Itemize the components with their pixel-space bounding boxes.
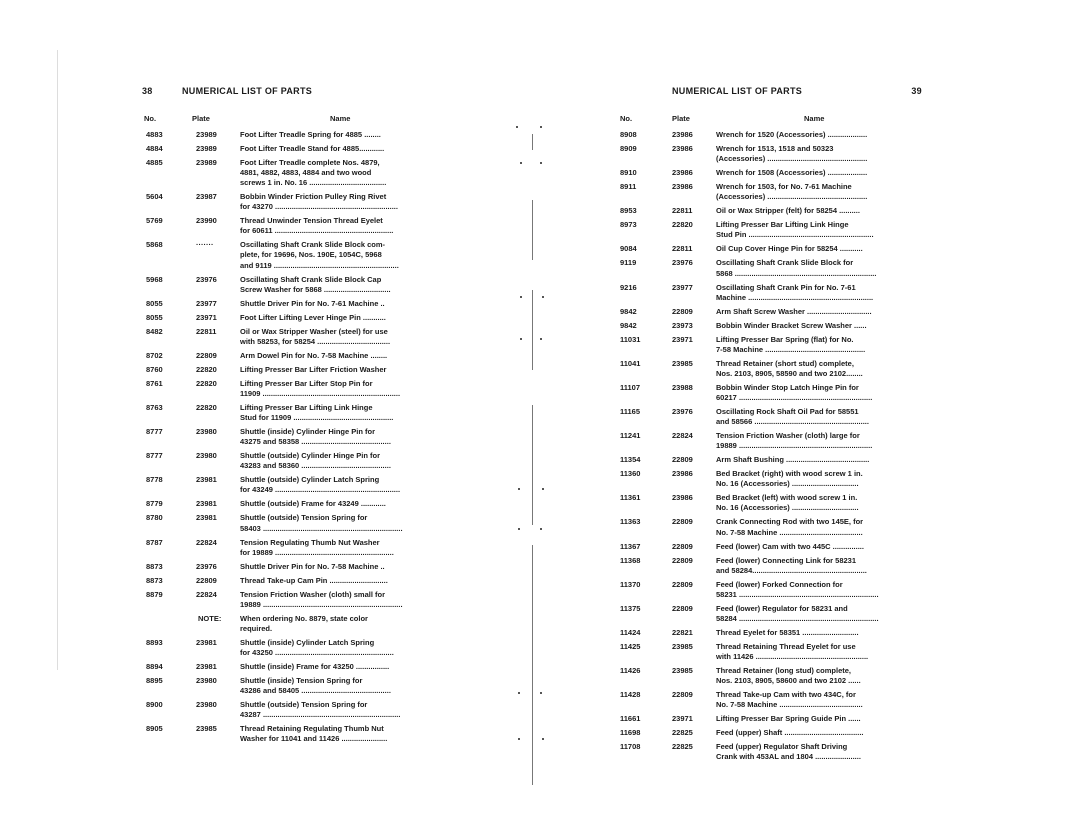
part-plate: 22809 xyxy=(672,541,693,551)
part-name: Shuttle (outside) Cylinder Hinge Pin for 43283 and 58360 ........................................... xyxy=(240,451,391,471)
row-spacer xyxy=(142,744,454,748)
part-name: Thread Take-up Cam with two 434C, for No. 7-58 Machine ........................................ xyxy=(716,690,863,710)
part-plate: 22809 xyxy=(196,575,217,585)
part-name: Shuttle Driver Pin for No. 7-58 Machine .. xyxy=(240,561,385,571)
part-no: 5868 xyxy=(146,240,163,250)
part-name: Lifting Presser Bar Spring Guide Pin ...... xyxy=(716,714,861,724)
part-plate: 22820 xyxy=(196,378,217,388)
part-no: 11361 xyxy=(620,493,641,503)
part-no: 8763 xyxy=(146,403,163,413)
part-no: 8873 xyxy=(146,575,163,585)
binding-dot xyxy=(520,296,522,298)
part-name: Feed (lower) Forked Connection for 58231 ................................................................... xyxy=(716,579,879,599)
part-name: Shuttle (inside) Cylinder Hinge Pin for 43275 and 58358 ........................................... xyxy=(240,427,391,447)
part-row xyxy=(142,475,454,495)
part-row xyxy=(620,130,922,140)
row-spacer xyxy=(620,762,922,766)
part-no: 9216 xyxy=(620,282,637,292)
part-name: Lifting Presser Bar Lifter Stop Pin for 11909 .................................................................. xyxy=(240,378,401,398)
part-name: Foot Lifter Treadle Stand for 4885............ xyxy=(240,144,385,154)
binding-dot xyxy=(520,162,522,164)
part-row xyxy=(620,493,922,513)
part-no: 11370 xyxy=(620,579,641,589)
part-name: Thread Unwinder Tension Thread Eyelet for 60611 ......................................................... xyxy=(240,216,394,236)
part-name: Thread Retainer (long stud) complete, Nos. 2103, 8905, 58600 and two 2102 ...... xyxy=(716,666,861,686)
part-row xyxy=(142,327,454,347)
part-no: 8761 xyxy=(146,378,163,388)
part-row xyxy=(620,244,922,254)
part-no: 8908 xyxy=(620,130,637,139)
part-row xyxy=(142,451,454,471)
part-plate: 23973 xyxy=(672,320,693,330)
part-name: Thread Retaining Thread Eyelet for use with 11426 ...................................................... xyxy=(716,641,869,661)
part-name: Thread Retaining Regulating Thumb Nut Washer for 11041 and 11426 ...................... xyxy=(240,724,388,744)
part-plate: 23971 xyxy=(672,714,693,724)
right-page-title: NUMERICAL LIST OF PARTS xyxy=(672,86,803,96)
part-row xyxy=(142,379,454,399)
binding-mark xyxy=(532,545,533,785)
part-no: 8879 xyxy=(146,589,163,599)
part-plate: 23988 xyxy=(672,382,693,392)
part-plate: 22809 xyxy=(672,690,693,700)
part-plate: 22809 xyxy=(672,517,693,527)
right-parts-list xyxy=(620,130,922,766)
part-plate: 23981 xyxy=(196,513,217,523)
part-plate: 23986 xyxy=(672,493,693,503)
col-name-header: Name xyxy=(330,114,351,123)
part-plate: 23986 xyxy=(672,469,693,479)
part-no: 11424 xyxy=(620,627,641,637)
part-row xyxy=(620,220,922,240)
part-plate: 22821 xyxy=(672,627,693,637)
part-no: 11698 xyxy=(620,728,641,738)
binding-dot xyxy=(516,126,518,128)
part-no: 8909 xyxy=(620,144,637,154)
part-row xyxy=(142,130,454,140)
part-plate: 23985 xyxy=(672,358,693,368)
part-no: 11661 xyxy=(620,714,641,724)
part-plate: 22809 xyxy=(672,555,693,565)
part-name: Thread Eyelet for 58351 ........................... xyxy=(716,627,859,637)
part-row xyxy=(142,562,454,572)
part-plate: 23977 xyxy=(196,298,217,308)
part-no: 4883 xyxy=(146,130,163,139)
part-plate: 23985 xyxy=(672,666,693,676)
part-plate: 23976 xyxy=(672,407,693,417)
right-page-header xyxy=(620,82,922,100)
part-name: Feed (upper) Regulator Shaft Driving Crank with 453AL and 1804 ...................... xyxy=(716,742,861,762)
part-row xyxy=(620,556,922,576)
part-row xyxy=(620,714,922,724)
part-row xyxy=(620,335,922,355)
part-plate: 23981 xyxy=(196,662,217,672)
part-row xyxy=(142,158,454,188)
part-no: 4884 xyxy=(146,144,163,154)
part-row xyxy=(142,144,454,154)
part-no: 8894 xyxy=(146,662,163,672)
part-plate: 22824 xyxy=(196,589,217,599)
part-row xyxy=(620,206,922,216)
part-name: Tension Friction Washer (cloth) small for 19889 ................................................................... xyxy=(240,589,403,609)
col-name-header: Name xyxy=(804,114,825,123)
part-plate: NOTE: xyxy=(198,613,222,623)
part-name: Oscillating Shaft Crank Slide Block com- plete, for 19696, Nos. 190E, 1054C, 5968 and 9119 ............................................................ xyxy=(240,240,399,270)
right-page xyxy=(620,82,922,766)
part-plate: 23985 xyxy=(672,641,693,651)
part-name: Shuttle (outside) Cylinder Latch Spring for 43249 ............................................................ xyxy=(240,475,401,495)
right-page-number: 39 xyxy=(911,86,922,96)
part-row xyxy=(142,313,454,323)
part-plate: 23980 xyxy=(196,700,217,710)
part-no: 11367 xyxy=(620,541,641,551)
part-plate: 23986 xyxy=(672,144,693,154)
part-no: 8873 xyxy=(146,561,163,571)
part-no: 11031 xyxy=(620,334,641,344)
part-plate: 23986 xyxy=(672,182,693,192)
part-row xyxy=(620,666,922,686)
part-plate: 23980 xyxy=(196,451,217,461)
note-row xyxy=(142,614,454,634)
part-no: 8900 xyxy=(146,700,163,710)
part-row xyxy=(620,168,922,178)
part-no: 11375 xyxy=(620,603,641,613)
part-name: Arm Shaft Screw Washer ............................... xyxy=(716,306,872,316)
left-parts-list xyxy=(142,130,454,748)
part-no: 11425 xyxy=(620,641,641,651)
binding-dot xyxy=(540,338,542,340)
part-no: 8702 xyxy=(146,350,163,360)
part-no: 11354 xyxy=(620,455,641,465)
part-plate: 23989 xyxy=(196,158,217,168)
part-row xyxy=(142,351,454,361)
part-row xyxy=(620,542,922,552)
binding-dot xyxy=(542,738,544,740)
part-row xyxy=(142,365,454,375)
part-plate: 23981 xyxy=(196,499,217,509)
part-no: 4885 xyxy=(146,158,163,168)
binding-dot xyxy=(518,488,520,490)
part-plate: 23985 xyxy=(196,724,217,734)
part-row xyxy=(620,359,922,379)
part-name: When ordering No. 8879, state color required. xyxy=(240,613,368,633)
part-row xyxy=(620,642,922,662)
part-no: 11241 xyxy=(620,431,641,441)
part-no: 8895 xyxy=(146,676,163,686)
part-name: Arm Shaft Bushing ........................................ xyxy=(716,455,870,465)
part-name: Bobbin Winder Friction Pulley Ring Rivet for 43270 ........................................................... xyxy=(240,192,398,212)
part-name: Crank Connecting Rod with two 145E, for No. 7-58 Machine ........................................ xyxy=(716,517,864,537)
part-row xyxy=(620,604,922,624)
part-no: 8905 xyxy=(146,724,163,734)
part-plate: 23980 xyxy=(196,676,217,686)
part-no: 11426 xyxy=(620,666,641,676)
part-name: Bobbin Winder Bracket Screw Washer ...... xyxy=(716,320,867,330)
part-row xyxy=(620,407,922,427)
part-row xyxy=(620,258,922,278)
part-row xyxy=(620,383,922,403)
part-plate: 23990 xyxy=(196,216,217,226)
left-page-header xyxy=(142,82,454,100)
part-row xyxy=(142,662,454,672)
binding-mark xyxy=(532,134,533,150)
part-name: Oscillating Shaft Crank Slide Block for 5868 .................................................................... xyxy=(716,258,877,278)
part-name: Thread Retainer (short stud) complete, Nos. 2103, 8905, 58590 and two 2102........ xyxy=(716,358,863,378)
part-name: Shuttle (inside) Frame for 43250 ................ xyxy=(240,662,390,672)
binding-dot xyxy=(518,528,520,530)
part-plate: 23976 xyxy=(196,561,217,571)
part-plate: 22825 xyxy=(672,728,693,738)
part-row xyxy=(620,455,922,465)
binding-dot xyxy=(540,162,542,164)
page-edge-shadow xyxy=(57,50,58,670)
part-row xyxy=(620,517,922,537)
part-plate: 22824 xyxy=(196,537,217,547)
part-plate: 23986 xyxy=(672,168,693,178)
part-row xyxy=(142,676,454,696)
binding-dot xyxy=(518,738,520,740)
part-name: Shuttle (inside) Cylinder Latch Spring for 43250 ......................................................... xyxy=(240,637,394,657)
part-row xyxy=(142,576,454,586)
part-name: Lifting Presser Bar Lifter Friction Washer xyxy=(240,364,387,374)
part-row xyxy=(620,144,922,164)
part-plate: 22825 xyxy=(672,742,693,752)
part-name: Oil or Wax Stripper Washer (steel) for use with 58253, for 58254 ................................... xyxy=(240,326,391,346)
part-plate: 22811 xyxy=(196,326,217,336)
part-row xyxy=(620,431,922,451)
part-no: 8787 xyxy=(146,537,163,547)
part-row xyxy=(142,240,454,270)
part-row xyxy=(620,321,922,331)
part-plate: 22809 xyxy=(672,603,693,613)
part-row xyxy=(142,499,454,509)
part-row xyxy=(142,638,454,658)
part-row xyxy=(620,283,922,303)
part-plate: 23986 xyxy=(672,130,693,139)
part-no: 11368 xyxy=(620,555,641,565)
part-plate: 23989 xyxy=(196,130,217,139)
part-plate: 22809 xyxy=(672,306,693,316)
part-no: 11708 xyxy=(620,742,641,752)
part-name: Arm Dowel Pin for No. 7-58 Machine ........ xyxy=(240,350,388,360)
part-no: 8482 xyxy=(146,326,163,336)
part-plate: 23976 xyxy=(196,274,217,284)
part-name: Wrench for 1503, for No. 7-61 Machine (Accessories) ................................................ xyxy=(716,182,868,202)
left-page-number: 38 xyxy=(142,86,153,96)
part-no: 8910 xyxy=(620,168,637,178)
part-no: 8055 xyxy=(146,298,163,308)
left-page-title: NUMERICAL LIST OF PARTS xyxy=(182,86,313,96)
part-name: Oscillating Shaft Crank Slide Block Cap Screw Washer for 5868 ................................ xyxy=(240,274,391,294)
part-plate: 23980 xyxy=(196,427,217,437)
part-no: 8911 xyxy=(620,182,637,192)
part-no: 11165 xyxy=(620,407,641,417)
part-name: Foot Lifter Treadle Spring for 4885 ........ xyxy=(240,130,381,139)
part-row xyxy=(142,427,454,447)
part-plate: 22820 xyxy=(196,364,217,374)
part-plate: 22824 xyxy=(672,431,693,441)
part-no: 8777 xyxy=(146,451,163,461)
part-plate: 23989 xyxy=(196,144,217,154)
part-row xyxy=(142,724,454,744)
col-no-header: No. xyxy=(620,114,633,123)
part-name: Bed Bracket (right) with wood screw 1 in. No. 16 (Accessories) ................................ xyxy=(716,469,863,489)
part-no: 11363 xyxy=(620,517,641,527)
part-row xyxy=(620,742,922,762)
part-row xyxy=(142,299,454,309)
part-plate: 23976 xyxy=(672,258,693,268)
part-name: Tension Friction Washer (cloth) large for 19889 ................................................................ xyxy=(716,431,873,451)
part-name: Oil or Wax Stripper (felt) for 58254 .......... xyxy=(716,206,860,216)
part-name: Foot Lifter Lifting Lever Hinge Pin ........... xyxy=(240,312,386,322)
binding-dot xyxy=(520,338,522,340)
part-plate: 22820 xyxy=(196,403,217,413)
part-name: Feed (lower) Regulator for 58231 and 58284 ................................................................... xyxy=(716,603,879,623)
part-row xyxy=(620,469,922,489)
binding-dot xyxy=(518,692,520,694)
part-name: Feed (lower) Connecting Link for 58231 and 58284....................................................... xyxy=(716,555,867,575)
part-no: 9842 xyxy=(620,320,637,330)
part-name: Shuttle (outside) Tension Spring for 58403 ................................................................... xyxy=(240,513,403,533)
part-no: 8953 xyxy=(620,206,637,216)
part-name: Oscillating Rock Shaft Oil Pad for 58551 and 58566 ....................................................... xyxy=(716,407,869,427)
part-plate: 23981 xyxy=(196,637,217,647)
part-row xyxy=(142,700,454,720)
part-row xyxy=(142,538,454,558)
part-no: 11360 xyxy=(620,469,641,479)
part-row xyxy=(142,513,454,533)
part-name: Oscillating Shaft Crank Pin for No. 7-61 Machine ............................................................ xyxy=(716,282,874,302)
part-no: 8777 xyxy=(146,427,163,437)
part-plate: 22809 xyxy=(196,350,217,360)
part-name: Oil Cup Cover Hinge Pin for 58254 ........... xyxy=(716,244,863,254)
part-plate: 23971 xyxy=(672,334,693,344)
part-no: 8055 xyxy=(146,312,163,322)
part-no: 11041 xyxy=(620,358,641,368)
part-plate: 22811 xyxy=(672,244,693,254)
part-no: 8893 xyxy=(146,637,163,647)
part-no: 9084 xyxy=(620,244,637,254)
part-name: Tension Regulating Thumb Nut Washer for 19889 ......................................................... xyxy=(240,537,394,557)
right-column-headers xyxy=(620,100,922,130)
part-name: Feed (lower) Cam with two 445C ............... xyxy=(716,541,864,551)
part-plate: 23987 xyxy=(196,192,217,202)
part-name: Lifting Presser Bar Lifting Link Hinge Stud Pin ............................................................ xyxy=(716,220,874,240)
part-plate: ······· xyxy=(196,240,214,250)
part-name: Shuttle (outside) Tension Spring for 43287 .................................................................. xyxy=(240,700,401,720)
part-name: Lifting Presser Bar Lifting Link Hinge Stud for 11909 ................................................ xyxy=(240,403,394,423)
part-no: 11107 xyxy=(620,382,641,392)
binding-mark xyxy=(532,405,533,525)
binding-dot xyxy=(540,692,542,694)
part-no: 5604 xyxy=(146,192,163,202)
part-name: Shuttle (inside) Tension Spring for 43286 and 58405 ........................................... xyxy=(240,676,391,696)
part-no: 11428 xyxy=(620,690,641,700)
part-name: Lifting Presser Bar Spring (flat) for No. 7-58 Machine ................................................ xyxy=(716,334,866,354)
part-row xyxy=(142,590,454,610)
col-no-header: No. xyxy=(144,114,157,123)
part-name: Bed Bracket (left) with wood screw 1 in. No. 16 (Accessories) ................................ xyxy=(716,493,859,513)
part-no: 9842 xyxy=(620,306,637,316)
left-column-headers xyxy=(142,100,454,130)
part-plate: 22809 xyxy=(672,579,693,589)
part-row xyxy=(620,182,922,202)
part-name: Wrench for 1513, 1518 and 50323 (Accessories) ................................................ xyxy=(716,144,868,164)
col-plate-header: Plate xyxy=(192,114,210,123)
part-name: Shuttle (outside) Frame for 43249 ............ xyxy=(240,499,386,509)
binding-dot xyxy=(542,488,544,490)
part-no: 5769 xyxy=(146,216,163,226)
part-name: Thread Take-up Cam Pin ............................ xyxy=(240,575,388,585)
part-row xyxy=(620,690,922,710)
part-no: 9119 xyxy=(620,258,637,268)
part-row xyxy=(142,216,454,236)
part-no: 8779 xyxy=(146,499,163,509)
part-row xyxy=(142,275,454,295)
part-row xyxy=(620,580,922,600)
part-name: Foot Lifter Treadle complete Nos. 4879, 4881, 4882, 4883, 4884 and two wood screws 1 in. No. 16 ..................................... xyxy=(240,158,387,188)
part-row xyxy=(620,307,922,317)
binding-dot xyxy=(542,296,544,298)
binding-mark xyxy=(532,200,533,260)
part-no: 8973 xyxy=(620,220,637,230)
part-plate: 23981 xyxy=(196,475,217,485)
col-plate-header: Plate xyxy=(672,114,690,123)
left-page xyxy=(142,82,454,748)
part-plate: 22811 xyxy=(672,206,693,216)
part-row xyxy=(142,192,454,212)
part-no: 5968 xyxy=(146,274,163,284)
part-plate: 23971 xyxy=(196,312,217,322)
part-plate: 22809 xyxy=(672,455,693,465)
part-name: Feed (upper) Shaft ...................................... xyxy=(716,728,864,738)
part-name: Wrench for 1508 (Accessories) ................... xyxy=(716,168,868,178)
part-name: Bobbin Winder Stop Latch Hinge Pin for 60217 ................................................................ xyxy=(716,382,873,402)
part-no: 8778 xyxy=(146,475,163,485)
part-row xyxy=(620,628,922,638)
binding-mark xyxy=(532,290,533,370)
part-plate: 22820 xyxy=(672,220,693,230)
binding-dot xyxy=(540,126,542,128)
part-no: 8780 xyxy=(146,513,163,523)
part-name: Shuttle Driver Pin for No. 7-61 Machine .. xyxy=(240,298,385,308)
part-row xyxy=(142,403,454,423)
binding-dot xyxy=(540,528,542,530)
part-row xyxy=(620,728,922,738)
part-name: Wrench for 1520 (Accessories) ................... xyxy=(716,130,868,139)
part-plate: 23977 xyxy=(672,282,693,292)
part-no: 8760 xyxy=(146,364,163,374)
